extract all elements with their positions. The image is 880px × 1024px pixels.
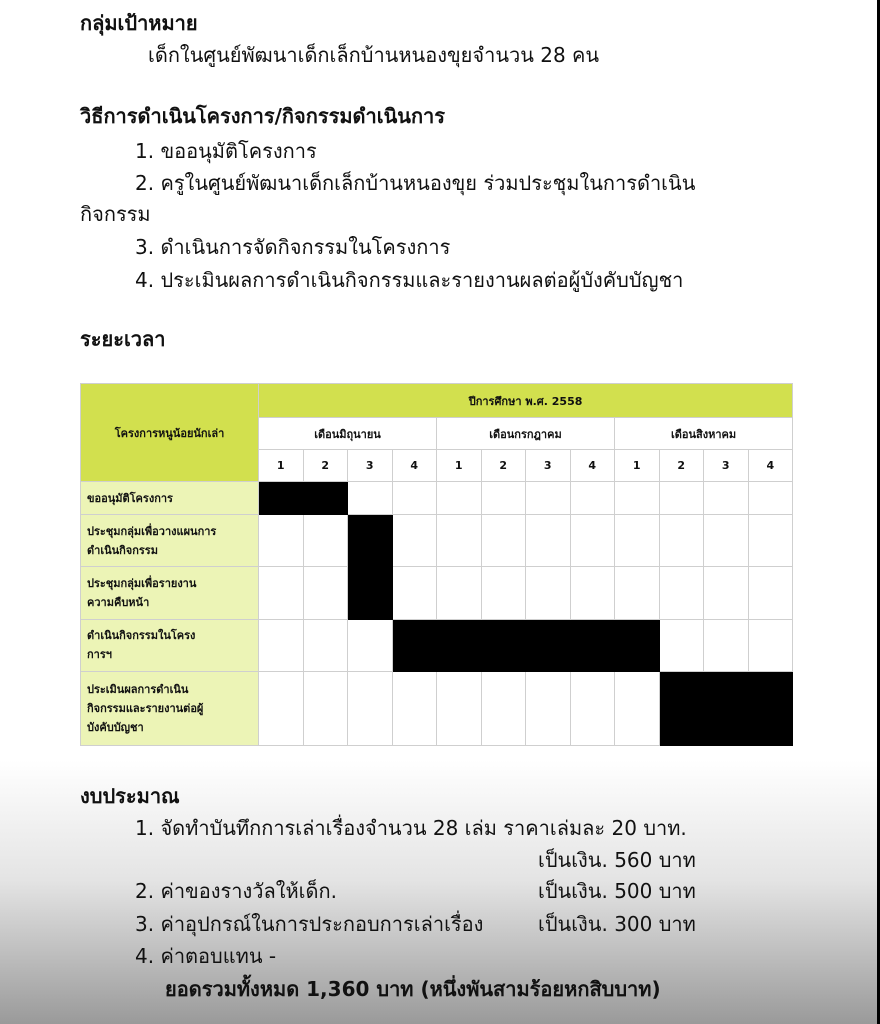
gantt-empty-cell <box>704 567 749 619</box>
gantt-empty-cell <box>570 671 615 745</box>
gantt-bar-cell <box>392 619 437 671</box>
gantt-empty-cell <box>348 671 393 745</box>
gantt-empty-cell <box>259 671 304 745</box>
gantt-empty-cell <box>348 482 393 515</box>
gantt-bar-cell <box>437 619 482 671</box>
schedule-heading: ระยะเวลา <box>80 327 166 351</box>
gantt-empty-cell <box>570 515 615 567</box>
gantt-table <box>80 383 793 746</box>
gantt-empty-cell <box>615 482 660 515</box>
gantt-empty-cell <box>526 671 571 745</box>
gantt-bar-cell <box>481 619 526 671</box>
gantt-empty-cell <box>437 567 482 619</box>
budget-item-3: 3. ค่าอุปกรณ์ในการประกอบการเล่าเรื่อง <box>135 912 484 936</box>
gantt-empty-cell <box>259 515 304 567</box>
week-cell: 3 <box>526 450 571 482</box>
method-step-1: 1. ขออนุมัติโครงการ <box>135 139 317 163</box>
budget-item-2: 2. ค่าของรางวัลให้เด็ก. <box>135 879 337 903</box>
gantt-empty-cell <box>481 515 526 567</box>
week-cell: 2 <box>303 450 348 482</box>
budget-item-1: 1. จัดทำบันทึกการเล่าเรื่องจำนวน 28 เล่ม ราคาเล่มละ 20 บาท. <box>135 816 687 840</box>
gantt-bar-cell <box>748 671 793 745</box>
budget-item-2-amount: เป็นเงิน. 500 บาท <box>538 879 696 903</box>
gantt-empty-cell <box>437 515 482 567</box>
gantt-empty-cell <box>303 515 348 567</box>
task-label: ประชุมกลุ่มเพื่อวางแผนการ ดำเนินกิจกรรม <box>81 515 259 567</box>
budget-item-3-amount: เป็นเงิน. 300 บาท <box>538 912 696 936</box>
gantt-empty-cell <box>303 619 348 671</box>
gantt-bar-cell <box>615 619 660 671</box>
method-heading: วิธีการดำเนินโครงการ/กิจกรรมดำเนินการ <box>80 104 446 128</box>
gantt-empty-cell <box>392 515 437 567</box>
year-label: ปีการศึกษา พ.ศ. 2558 <box>259 384 793 418</box>
gantt-empty-cell <box>392 567 437 619</box>
gantt-empty-cell <box>748 619 793 671</box>
budget-heading: งบประมาณ <box>80 784 180 808</box>
week-cell: 1 <box>437 450 482 482</box>
gantt-empty-cell <box>526 515 571 567</box>
gantt-empty-cell <box>659 567 704 619</box>
task-row <box>81 482 793 515</box>
gantt-empty-cell <box>615 567 660 619</box>
gantt-empty-cell <box>570 567 615 619</box>
gantt-empty-cell <box>704 482 749 515</box>
gantt-empty-cell <box>704 619 749 671</box>
budget-item-1-amount: เป็นเงิน. 560 บาท <box>538 848 696 872</box>
week-cell: 4 <box>392 450 437 482</box>
task-row <box>81 515 793 567</box>
gantt-empty-cell <box>526 482 571 515</box>
gantt-empty-cell <box>615 515 660 567</box>
task-label: ดำเนินกิจกรรมในโครง การฯ <box>81 619 259 671</box>
gantt-bar-cell <box>570 619 615 671</box>
week-cell: 4 <box>570 450 615 482</box>
week-cell: 2 <box>481 450 526 482</box>
week-cell: 1 <box>259 450 304 482</box>
gantt-bar-cell <box>259 482 304 515</box>
method-step-2-cont: กิจกรรม <box>80 202 151 226</box>
task-row <box>81 619 793 671</box>
target-heading: กลุ่มเป้าหมาย <box>80 11 198 35</box>
gantt-empty-cell <box>748 482 793 515</box>
gantt-empty-cell <box>659 619 704 671</box>
month-july: เดือนกรกฎาคม <box>437 418 615 450</box>
task-row <box>81 671 793 745</box>
gantt-empty-cell <box>348 619 393 671</box>
gantt-empty-cell <box>481 671 526 745</box>
task-label: ขออนุมัติโครงการ <box>81 482 259 515</box>
gantt-empty-cell <box>392 671 437 745</box>
method-step-3: 3. ดำเนินการจัดกิจกรรมในโครงการ <box>135 235 451 259</box>
month-june: เดือนมิถุนายน <box>259 418 437 450</box>
gantt-empty-cell <box>526 567 571 619</box>
task-label: ประชุมกลุ่มเพื่อรายงาน ความคืบหน้า <box>81 567 259 619</box>
gantt-empty-cell <box>748 515 793 567</box>
week-cell: 1 <box>615 450 660 482</box>
gantt-bar-cell <box>348 567 393 619</box>
budget-item-4: 4. ค่าตอบแทน - <box>135 944 277 968</box>
project-label: โครงการหนูน้อยนักเล่า <box>81 384 259 482</box>
budget-total: ยอดรวมทั้งหมด 1,360 บาท (หนึ่งพันสามร้อยหกสิบบาท) <box>165 977 661 1001</box>
gantt-empty-cell <box>259 619 304 671</box>
gantt-bar-cell <box>303 482 348 515</box>
gantt-empty-cell <box>481 567 526 619</box>
gantt-empty-cell <box>704 515 749 567</box>
task-label: ประเมินผลการดำเนิน กิจกรรมและรายงานต่อผู้ บังคับบัญชา <box>81 671 259 745</box>
method-step-2: 2. ครูในศูนย์พัฒนาเด็กเล็กบ้านหนองขุย ร่วมประชุมในการดำเนิน <box>135 171 696 195</box>
gantt-empty-cell <box>259 567 304 619</box>
gantt-bar-cell <box>704 671 749 745</box>
gantt-empty-cell <box>437 671 482 745</box>
method-step-4: 4. ประเมินผลการดำเนินกิจกรรมและรายงานผลต่อผู้บังคับบัญชา <box>135 268 684 292</box>
month-august: เดือนสิงหาคม <box>615 418 793 450</box>
target-text: เด็กในศูนย์พัฒนาเด็กเล็กบ้านหนองขุยจำนวน 28 คน <box>148 43 600 67</box>
gantt-empty-cell <box>659 482 704 515</box>
week-cell: 2 <box>659 450 704 482</box>
gantt-empty-cell <box>615 671 660 745</box>
gantt-empty-cell <box>748 567 793 619</box>
gantt-empty-cell <box>392 482 437 515</box>
gantt-empty-cell <box>570 482 615 515</box>
gantt-bar-cell <box>659 671 704 745</box>
gantt-empty-cell <box>481 482 526 515</box>
gantt-empty-cell <box>303 567 348 619</box>
gantt-empty-cell <box>659 515 704 567</box>
gantt-empty-cell <box>303 671 348 745</box>
task-row <box>81 567 793 619</box>
gantt-empty-cell <box>437 482 482 515</box>
week-cell: 3 <box>348 450 393 482</box>
week-cell: 3 <box>704 450 749 482</box>
week-cell: 4 <box>748 450 793 482</box>
gantt-bar-cell <box>526 619 571 671</box>
gantt-bar-cell <box>348 515 393 567</box>
